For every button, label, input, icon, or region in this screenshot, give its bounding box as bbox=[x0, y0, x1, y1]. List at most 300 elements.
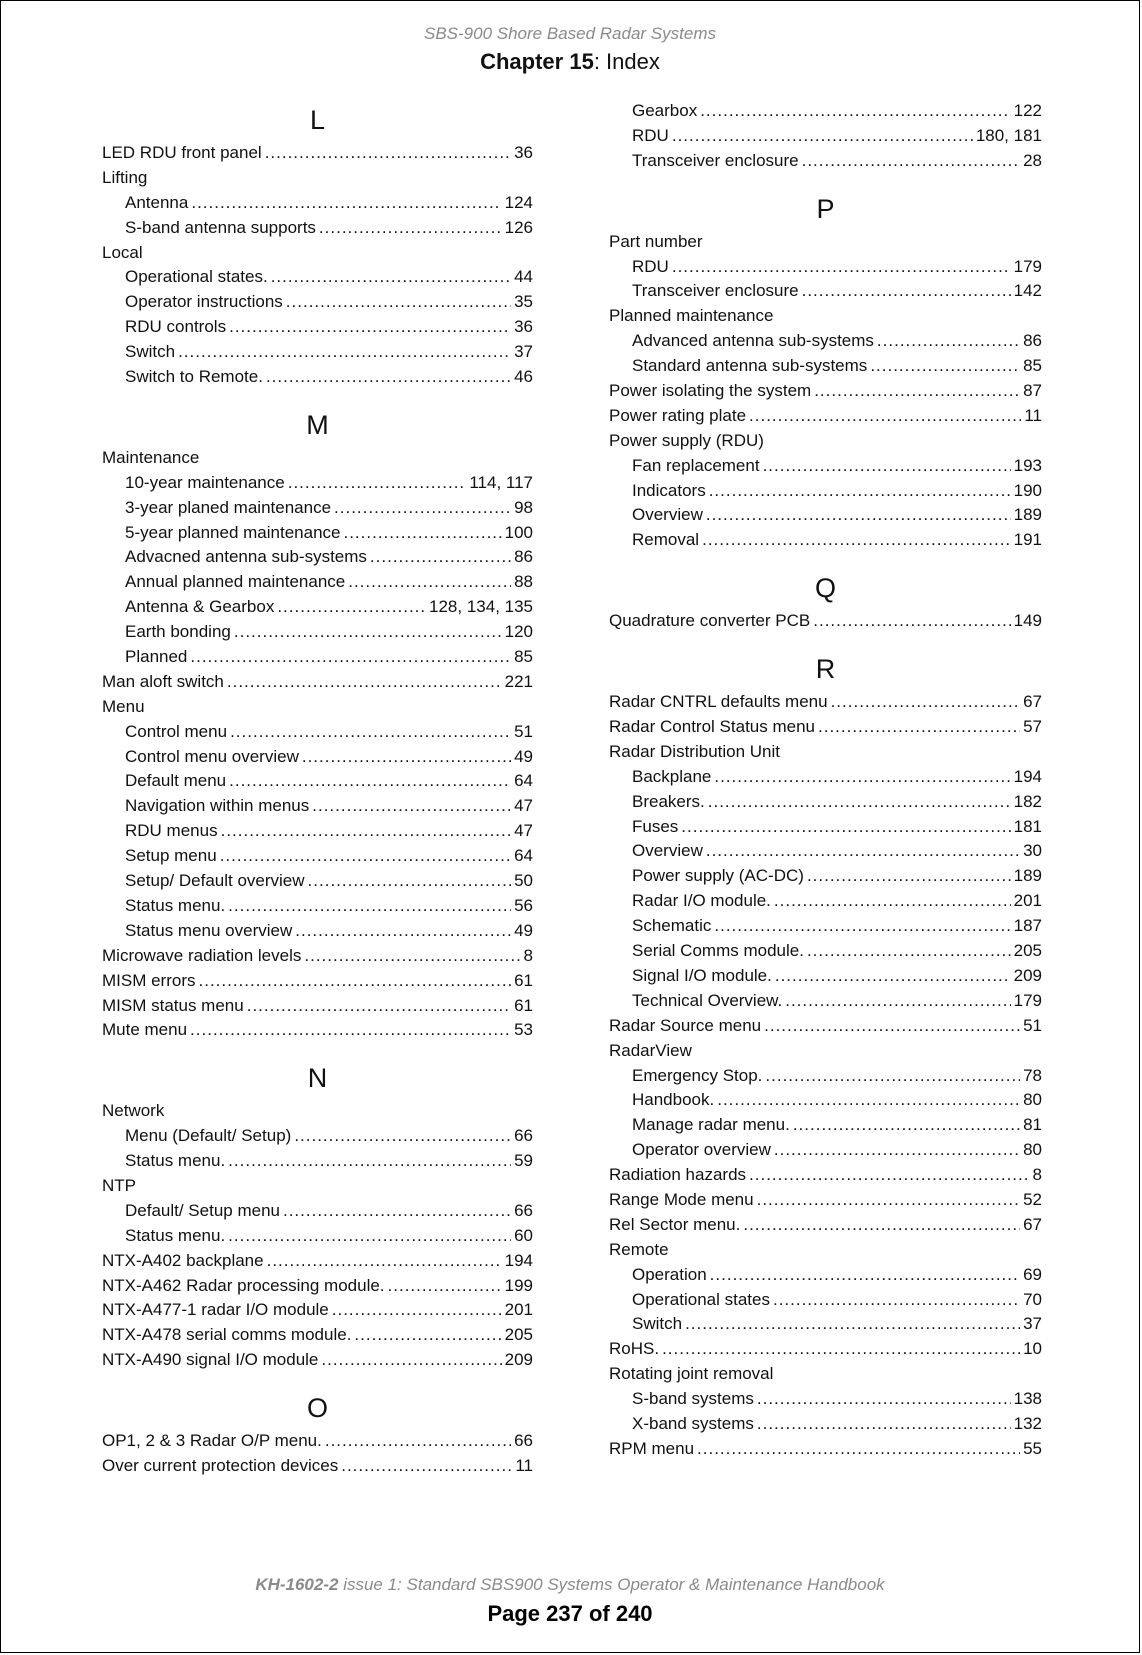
entry-page-numbers: 64 bbox=[514, 769, 533, 794]
entry-label: Manage radar menu. bbox=[632, 1115, 790, 1135]
entry-page-numbers: 44 bbox=[514, 265, 533, 290]
index-subentry bbox=[609, 354, 1042, 379]
index-subentry bbox=[102, 471, 533, 496]
dot-leader bbox=[321, 1348, 501, 1373]
entry-label: 10-year maintenance bbox=[125, 472, 285, 492]
index-subentry bbox=[609, 149, 1042, 174]
entry-page-numbers: 47 bbox=[514, 794, 533, 819]
entry-label: Planned bbox=[125, 647, 188, 667]
dot-leader bbox=[283, 1199, 511, 1224]
entry-page-numbers: 194 bbox=[1014, 765, 1042, 790]
dot-leader bbox=[348, 570, 511, 595]
index-subentry bbox=[102, 844, 533, 869]
dot-leader bbox=[877, 329, 1020, 354]
entry-label: Overview bbox=[632, 841, 703, 861]
entry-label: Handbook. bbox=[632, 1090, 715, 1110]
entry-page-numbers: 87 bbox=[1023, 379, 1042, 404]
index-heading: Part number bbox=[609, 231, 703, 251]
entry-page-numbers: 189 bbox=[1014, 864, 1042, 889]
section-letter: O bbox=[306, 1393, 328, 1424]
entry-page-numbers: 66 bbox=[514, 1429, 533, 1454]
index-subentry bbox=[102, 620, 533, 645]
index-subentry bbox=[609, 914, 1042, 939]
index-heading: Power supply (RDU) bbox=[609, 430, 764, 450]
index-subentry bbox=[609, 839, 1042, 864]
entry-page-numbers: 85 bbox=[514, 645, 533, 670]
entry-page-numbers: 86 bbox=[1023, 329, 1042, 354]
index-heading: Radar Distribution Unit bbox=[609, 741, 781, 761]
entry-page-numbers: 59 bbox=[514, 1149, 533, 1174]
dot-leader bbox=[749, 1163, 1030, 1188]
entry-page-numbers: 61 bbox=[514, 969, 533, 994]
entry-page-numbers: 10 bbox=[1023, 1337, 1042, 1362]
entry-page-numbers: 201 bbox=[505, 1298, 533, 1323]
dot-leader bbox=[765, 1064, 1020, 1089]
document-code: KH-1602-2 bbox=[255, 1575, 339, 1594]
index-entry bbox=[609, 1213, 1042, 1238]
entry-label: Advacned antenna sub-systems bbox=[125, 547, 367, 567]
entry-page-numbers: 209 bbox=[505, 1348, 533, 1373]
entry-page-numbers: 64 bbox=[514, 844, 533, 869]
entry-label: OP1, 2 & 3 Radar O/P menu. bbox=[102, 1431, 322, 1451]
entry-label: NTX-A462 Radar processing module. bbox=[102, 1275, 385, 1295]
entry-page-numbers: 61 bbox=[514, 994, 533, 1019]
entry-label: Power supply (AC-DC) bbox=[632, 866, 804, 886]
index-subentry bbox=[609, 1263, 1042, 1288]
index-subentry bbox=[102, 340, 533, 365]
entry-label: NTX-A402 backplane bbox=[102, 1250, 264, 1270]
section-letter: R bbox=[815, 654, 836, 685]
index-entry bbox=[609, 1188, 1042, 1213]
index-entry bbox=[609, 1437, 1042, 1462]
entry-label: S-band systems bbox=[632, 1389, 754, 1409]
index-subentry bbox=[609, 964, 1042, 989]
section-letter: N bbox=[307, 1063, 328, 1094]
chapter-title bbox=[1, 47, 1139, 77]
entry-label: Radar Control Status menu bbox=[609, 717, 815, 737]
entry-page-numbers: 205 bbox=[1014, 939, 1042, 964]
entry-page-numbers: 37 bbox=[514, 340, 533, 365]
entry-page-numbers: 11 bbox=[515, 1454, 533, 1479]
entry-page-numbers: 179 bbox=[1014, 989, 1042, 1014]
entry-label: Status menu overview bbox=[125, 920, 293, 940]
index-subentry bbox=[102, 1124, 533, 1149]
entry-page-numbers: 53 bbox=[514, 1018, 533, 1043]
entry-label: Setup menu bbox=[125, 846, 217, 866]
section-spacer bbox=[102, 390, 533, 404]
entry-page-numbers: 181 bbox=[1014, 815, 1042, 840]
entry-label: Annual planned maintenance bbox=[125, 572, 346, 592]
dot-leader bbox=[717, 1088, 1020, 1113]
index-entry bbox=[102, 1323, 533, 1348]
dot-leader bbox=[370, 545, 511, 570]
index-subentry bbox=[609, 279, 1042, 304]
dot-leader bbox=[697, 1437, 1020, 1462]
index-subentry bbox=[102, 191, 533, 216]
entry-label: Serial Comms module. bbox=[632, 941, 804, 961]
entry-page-numbers: 189 bbox=[1014, 503, 1042, 528]
handbook-reference bbox=[1, 1573, 1139, 1597]
entry-label: Breakers. bbox=[632, 791, 705, 811]
document-description: issue 1: Standard SBS900 Systems Operator & Maintenance Handbook bbox=[338, 1575, 885, 1594]
entry-label: Range Mode menu bbox=[609, 1189, 754, 1209]
entry-label: Mute menu bbox=[102, 1020, 188, 1040]
entry-page-numbers: 190 bbox=[1014, 479, 1042, 504]
dot-leader bbox=[190, 1018, 511, 1043]
index-heading: Maintenance bbox=[102, 447, 200, 467]
chapter-suffix: : Index bbox=[593, 49, 660, 74]
entry-label: NTX-A490 signal I/O module bbox=[102, 1350, 319, 1370]
index-heading: Remote bbox=[609, 1239, 669, 1259]
entry-page-numbers: 179 bbox=[1014, 255, 1042, 280]
dot-leader bbox=[199, 969, 512, 994]
dot-leader bbox=[302, 745, 511, 770]
entry-label: Fuses bbox=[632, 816, 679, 836]
document-title: SBS-900 Shore Based Radar Systems bbox=[424, 24, 716, 43]
index-subentry bbox=[102, 819, 533, 844]
entry-page-numbers: 138 bbox=[1014, 1387, 1042, 1412]
index-subentry bbox=[102, 1149, 533, 1174]
dot-leader bbox=[267, 1249, 502, 1274]
index-entry bbox=[102, 944, 533, 969]
index-subentry bbox=[102, 570, 533, 595]
entry-page-numbers: 199 bbox=[505, 1274, 533, 1299]
index-subentry bbox=[609, 329, 1042, 354]
entry-page-numbers: 56 bbox=[514, 894, 533, 919]
index-subentry bbox=[102, 595, 533, 620]
dot-leader bbox=[271, 265, 511, 290]
index-subentry bbox=[102, 521, 533, 546]
dot-leader bbox=[221, 819, 511, 844]
entry-page-numbers: 149 bbox=[1014, 609, 1042, 634]
index-subentry bbox=[609, 939, 1042, 964]
dot-leader bbox=[672, 255, 1011, 280]
index-entry bbox=[102, 1429, 533, 1454]
entry-label: NTX-A478 serial comms module. bbox=[102, 1325, 352, 1345]
entry-page-numbers: 85 bbox=[1023, 354, 1042, 379]
dot-leader bbox=[334, 496, 511, 521]
index-subentry bbox=[102, 216, 533, 241]
dot-leader bbox=[341, 1454, 512, 1479]
dot-leader bbox=[802, 149, 1020, 174]
dot-leader bbox=[775, 964, 1011, 989]
entry-label: Switch to Remote. bbox=[125, 367, 263, 387]
entry-label: 3-year planed maintenance bbox=[125, 497, 332, 517]
entry-page-numbers: 36 bbox=[514, 315, 533, 340]
dot-leader bbox=[706, 503, 1011, 528]
entry-label: Overview bbox=[632, 505, 703, 525]
entry-label: Control menu overview bbox=[125, 746, 299, 766]
entry-page-numbers: 182 bbox=[1014, 790, 1042, 815]
entry-label: Emergency Stop. bbox=[632, 1065, 763, 1085]
index-entry bbox=[609, 609, 1042, 634]
index-entry bbox=[102, 1249, 533, 1274]
entry-label: Quadrature converter PCB bbox=[609, 611, 811, 631]
dot-leader bbox=[802, 279, 1011, 304]
dot-leader bbox=[807, 939, 1011, 964]
entry-page-numbers: 69 bbox=[1023, 1263, 1042, 1288]
entry-label: MISM status menu bbox=[102, 995, 244, 1015]
entry-label: Switch bbox=[125, 342, 176, 362]
index-subentry bbox=[609, 1088, 1042, 1113]
entry-page-numbers: 80 bbox=[1023, 1088, 1042, 1113]
dot-leader bbox=[332, 1298, 502, 1323]
entry-label: Switch bbox=[632, 1314, 683, 1334]
index-subentry bbox=[609, 528, 1042, 553]
index-heading: NTP bbox=[102, 1175, 136, 1195]
entry-label: NTX-A477-1 radar I/O module bbox=[102, 1300, 329, 1320]
entry-label: RDU controls bbox=[125, 317, 227, 337]
entry-page-numbers: 201 bbox=[1014, 889, 1042, 914]
entry-page-numbers: 114, 117 bbox=[469, 471, 533, 496]
index-subentry bbox=[102, 1224, 533, 1249]
entry-label: Radiation hazards bbox=[609, 1165, 747, 1185]
index-heading: RadarView bbox=[609, 1040, 692, 1060]
entry-label: Status menu. bbox=[125, 1151, 226, 1171]
dot-leader bbox=[229, 315, 511, 340]
entry-label: Radar CNTRL defaults menu bbox=[609, 692, 828, 712]
section-letter: Q bbox=[814, 573, 836, 604]
index-subentry bbox=[609, 1113, 1042, 1138]
dot-leader bbox=[294, 1124, 511, 1149]
dot-leader bbox=[714, 914, 1010, 939]
index-heading: Menu bbox=[102, 696, 145, 716]
entry-label: Schematic bbox=[632, 916, 712, 936]
index-subentry bbox=[609, 454, 1042, 479]
dot-leader bbox=[757, 1188, 1020, 1213]
entry-label: Gearbox bbox=[632, 101, 698, 120]
index-subentry bbox=[609, 503, 1042, 528]
dot-leader bbox=[228, 1224, 511, 1249]
dot-leader bbox=[191, 191, 501, 216]
page-number: Page 237 of 240 bbox=[487, 1601, 653, 1626]
section-spacer bbox=[609, 174, 1042, 188]
entry-label: Navigation within menus bbox=[125, 796, 310, 816]
dot-leader bbox=[709, 479, 1011, 504]
dot-leader bbox=[774, 1138, 1020, 1163]
entry-label: Default/ Setup menu bbox=[125, 1200, 280, 1220]
index-subentry bbox=[102, 365, 533, 390]
entry-label: Technical Overview. bbox=[632, 990, 783, 1010]
dot-leader bbox=[785, 989, 1010, 1014]
dot-leader bbox=[749, 404, 1021, 429]
entry-label: Antenna & Gearbox bbox=[125, 597, 275, 617]
entry-label: 5-year planned maintenance bbox=[125, 522, 341, 542]
entry-page-numbers: 100 bbox=[505, 521, 533, 546]
section-letter: M bbox=[306, 409, 329, 440]
entry-page-numbers: 11 bbox=[1024, 404, 1042, 429]
dot-leader bbox=[662, 1337, 1020, 1362]
section-letter: P bbox=[816, 193, 835, 224]
dot-leader bbox=[319, 216, 502, 241]
entry-label: Backplane bbox=[632, 766, 712, 786]
dot-leader bbox=[190, 645, 511, 670]
entry-page-numbers: 35 bbox=[514, 290, 533, 315]
entry-page-numbers: 49 bbox=[514, 745, 533, 770]
section-spacer bbox=[609, 634, 1042, 648]
section-spacer bbox=[609, 553, 1042, 567]
dot-leader bbox=[228, 1149, 511, 1174]
entry-page-numbers: 8 bbox=[524, 944, 533, 969]
entry-label: Status menu. bbox=[125, 895, 226, 915]
index-subentry bbox=[102, 869, 533, 894]
entry-label: Radar I/O module. bbox=[632, 891, 771, 911]
section-spacer bbox=[102, 1373, 533, 1387]
entry-page-numbers: 66 bbox=[514, 1199, 533, 1224]
entry-page-numbers: 194 bbox=[505, 1249, 533, 1274]
index-subentry bbox=[609, 124, 1042, 149]
index-entry bbox=[102, 1298, 533, 1323]
index-heading: Rotating joint removal bbox=[609, 1364, 774, 1384]
entry-label: MISM errors bbox=[102, 970, 196, 990]
index-subentry bbox=[609, 479, 1042, 504]
dot-leader bbox=[220, 844, 511, 869]
index-subentry bbox=[102, 919, 533, 944]
dot-leader bbox=[312, 794, 511, 819]
entry-label: RPM menu bbox=[609, 1438, 695, 1458]
entry-page-numbers: 209 bbox=[1014, 964, 1042, 989]
section-letter: L bbox=[309, 105, 326, 135]
entry-label: Operator instructions bbox=[125, 292, 283, 312]
dot-leader bbox=[388, 1274, 502, 1299]
dot-leader bbox=[681, 815, 1010, 840]
dot-leader bbox=[295, 919, 511, 944]
dot-leader bbox=[288, 471, 467, 496]
dot-leader bbox=[708, 790, 1011, 815]
index-entry bbox=[609, 690, 1042, 715]
index-entry bbox=[102, 1454, 533, 1479]
entry-page-numbers: 47 bbox=[514, 819, 533, 844]
index-subentry bbox=[609, 1064, 1042, 1089]
entry-label: Default menu bbox=[125, 771, 227, 791]
dot-leader bbox=[230, 720, 511, 745]
index-heading: Planned maintenance bbox=[609, 306, 774, 326]
index-subentry bbox=[102, 720, 533, 745]
index-subentry bbox=[102, 545, 533, 570]
index-entry bbox=[609, 1163, 1042, 1188]
entry-label: Signal I/O module. bbox=[632, 965, 772, 985]
dot-leader bbox=[229, 769, 511, 794]
page-footer bbox=[1, 1573, 1139, 1629]
entry-label: X-band systems bbox=[632, 1413, 754, 1433]
dot-leader bbox=[672, 124, 973, 149]
index-subentry bbox=[609, 99, 1042, 124]
index-entry bbox=[102, 670, 533, 695]
dot-leader bbox=[702, 528, 1011, 553]
index-subentry bbox=[609, 765, 1042, 790]
entry-label: Operation bbox=[632, 1264, 707, 1284]
dot-leader bbox=[763, 454, 1011, 479]
index-subentry bbox=[609, 1138, 1042, 1163]
dot-leader bbox=[178, 340, 511, 365]
index-subentry bbox=[102, 794, 533, 819]
dot-leader bbox=[813, 609, 1010, 634]
index-subentry bbox=[102, 745, 533, 770]
entry-label: RoHS. bbox=[609, 1339, 660, 1359]
entry-page-numbers: 67 bbox=[1023, 690, 1042, 715]
index-heading: Local bbox=[102, 242, 143, 262]
dot-leader bbox=[277, 595, 426, 620]
entry-label: Antenna bbox=[125, 192, 189, 212]
entry-page-numbers: 122 bbox=[1014, 99, 1042, 124]
entry-page-numbers: 128, 134, 135 bbox=[429, 595, 533, 620]
index-entry bbox=[102, 1348, 533, 1373]
index-subentry bbox=[609, 1312, 1042, 1337]
index-subentry bbox=[609, 790, 1042, 815]
dot-leader bbox=[304, 944, 520, 969]
entry-page-numbers: 205 bbox=[505, 1323, 533, 1348]
entry-label: Fan replacement bbox=[632, 455, 760, 475]
entry-page-numbers: 50 bbox=[514, 869, 533, 894]
entry-page-numbers: 51 bbox=[514, 720, 533, 745]
dot-leader bbox=[710, 1263, 1020, 1288]
dot-leader bbox=[793, 1113, 1020, 1138]
index-entry bbox=[609, 404, 1042, 429]
dot-leader bbox=[247, 994, 511, 1019]
index-column-right bbox=[609, 99, 1042, 1462]
entry-page-numbers: 51 bbox=[1023, 1014, 1042, 1039]
index-entry bbox=[609, 1014, 1042, 1039]
index-entry bbox=[609, 379, 1042, 404]
dot-leader bbox=[308, 869, 512, 894]
dot-leader bbox=[774, 889, 1011, 914]
index-entry bbox=[609, 1337, 1042, 1362]
entry-page-numbers: 191 bbox=[1014, 528, 1042, 553]
index-subentry bbox=[609, 1288, 1042, 1313]
index-heading: Lifting bbox=[102, 167, 148, 187]
dot-leader bbox=[228, 894, 511, 919]
index-subentry bbox=[609, 989, 1042, 1014]
entry-page-numbers: 52 bbox=[1023, 1188, 1042, 1213]
index-subentry bbox=[609, 1412, 1042, 1437]
index-column-left bbox=[102, 99, 533, 1479]
index-entry bbox=[102, 969, 533, 994]
entry-page-numbers: 187 bbox=[1014, 914, 1042, 939]
entry-page-numbers: 78 bbox=[1023, 1064, 1042, 1089]
entry-page-numbers: 8 bbox=[1033, 1163, 1042, 1188]
entry-label: Status menu. bbox=[125, 1225, 226, 1245]
dot-leader bbox=[773, 1288, 1020, 1313]
dot-leader bbox=[234, 620, 502, 645]
entry-label: Operational states bbox=[632, 1289, 770, 1309]
entry-label: LED RDU front panel bbox=[102, 143, 262, 162]
dot-leader bbox=[700, 99, 1010, 124]
entry-page-numbers: 70 bbox=[1023, 1288, 1042, 1313]
entry-page-numbers: 221 bbox=[505, 670, 533, 695]
dot-leader bbox=[831, 690, 1021, 715]
index-subentry bbox=[102, 894, 533, 919]
dot-leader bbox=[757, 1412, 1011, 1437]
entry-page-numbers: 88 bbox=[514, 570, 533, 595]
entry-label: Rel Sector menu. bbox=[609, 1214, 741, 1234]
entry-label: Control menu bbox=[125, 721, 228, 741]
entry-label: Operator overview bbox=[632, 1140, 771, 1160]
entry-page-numbers: 46 bbox=[514, 365, 533, 390]
entry-label: Earth bonding bbox=[125, 622, 231, 642]
index-subentry bbox=[102, 496, 533, 521]
index-subentry bbox=[609, 889, 1042, 914]
index-entry bbox=[609, 715, 1042, 740]
entry-label: Standard antenna sub-systems bbox=[632, 356, 868, 376]
entry-page-numbers: 55 bbox=[1023, 1437, 1042, 1462]
dot-leader bbox=[870, 354, 1020, 379]
entry-page-numbers: 193 bbox=[1014, 454, 1042, 479]
entry-label: Over current protection devices bbox=[102, 1455, 339, 1475]
entry-label: RDU bbox=[632, 256, 669, 276]
entry-page-numbers: 142 bbox=[1014, 279, 1042, 304]
entry-page-numbers: 49 bbox=[514, 919, 533, 944]
entry-page-numbers: 30 bbox=[1023, 839, 1042, 864]
